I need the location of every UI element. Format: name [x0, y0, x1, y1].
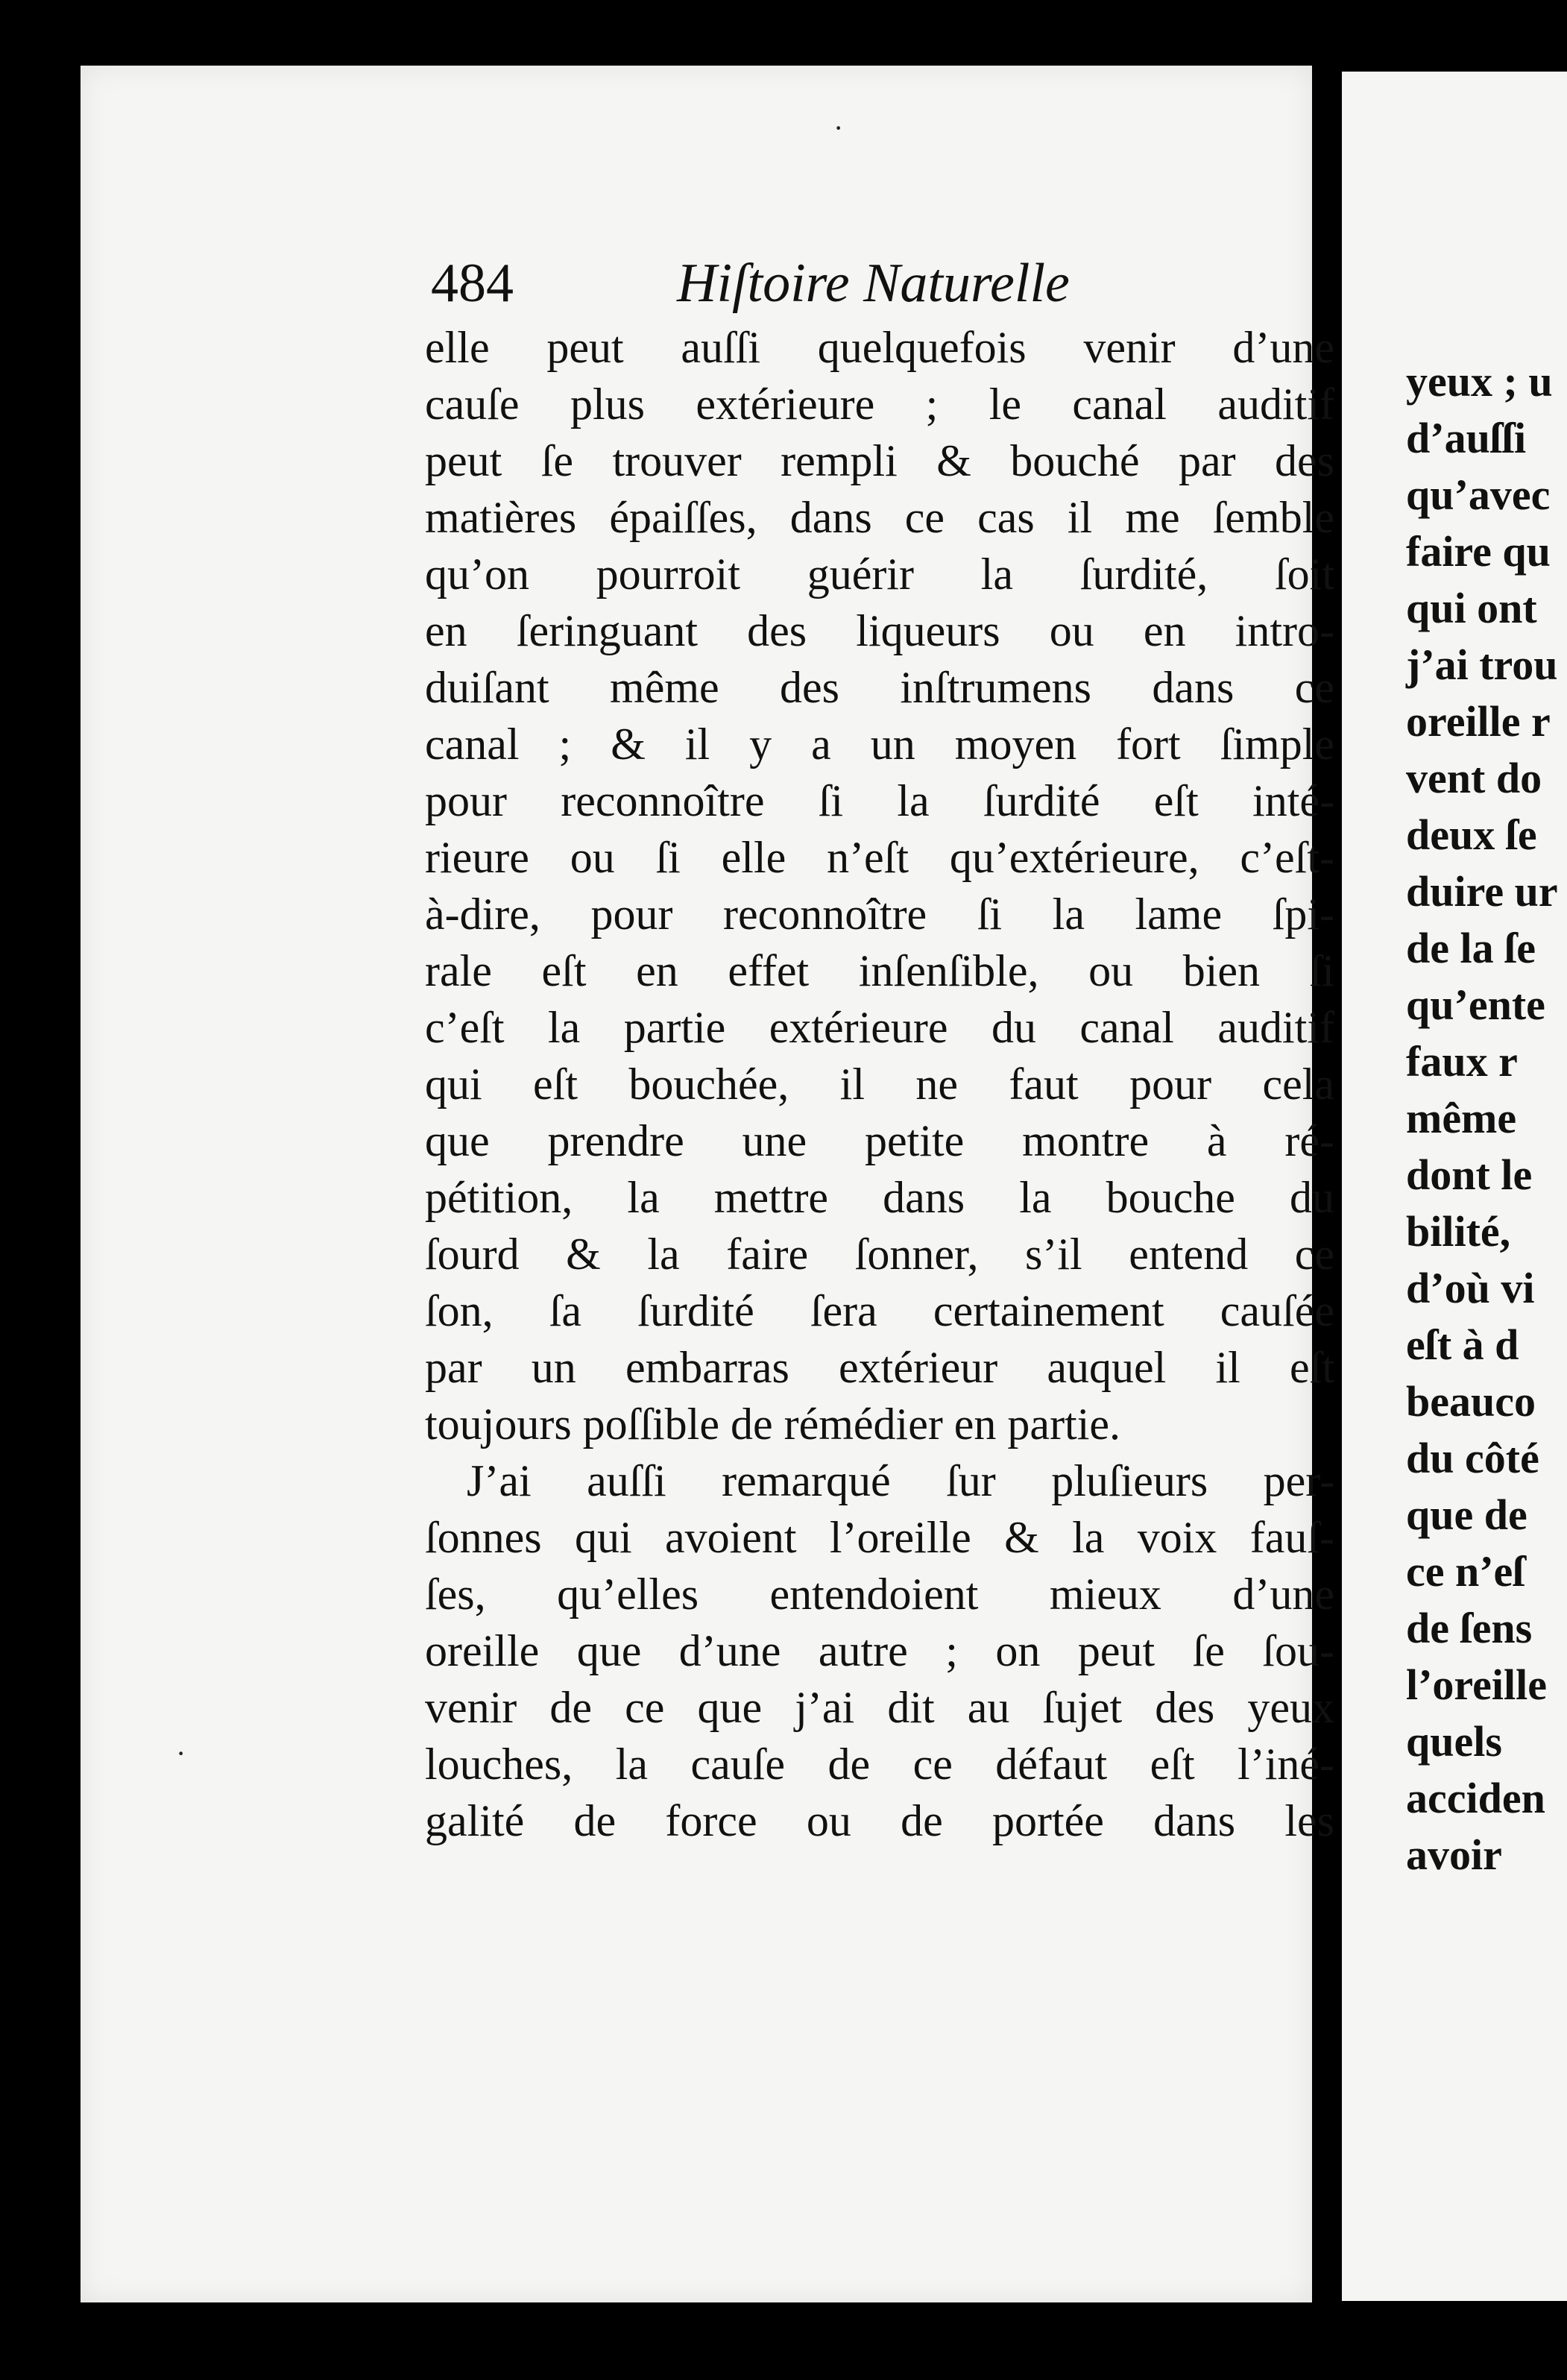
text-line: pétition, la mettre dans la bouche du [425, 1173, 1334, 1222]
text-line: oreille que d’une autre ; on peut ſe ſou- [425, 1626, 1334, 1675]
facing-text-line: ce n’eſ [1406, 1547, 1525, 1596]
text-line: à-dire, pour reconnoître ſi la lame ſpi- [425, 890, 1334, 939]
text-line: matières épaiſſes, dans ce cas il me ſemble [425, 493, 1334, 542]
text-line: venir de ce que j’ai dit au ſujet des yeux [425, 1683, 1334, 1732]
text-line: duiſant même des inſtrumens dans ce [425, 663, 1334, 712]
text-line: que prendre une petite montre à ré- [425, 1116, 1334, 1165]
facing-text-line: deux ſe [1406, 810, 1537, 859]
ink-speck: · [833, 111, 844, 145]
text-line: ſonnes qui avoient l’oreille & la voix fauſ- [425, 1513, 1334, 1562]
body-text [425, 319, 1334, 1849]
text-line: pour reconnoître ſi la ſurdité eſt inté- [425, 776, 1334, 825]
facing-text-line: qui ont [1406, 584, 1537, 632]
text-line: cauſe plus extérieure ; le canal auditif [425, 380, 1334, 429]
text-line: J’ai auſſi remarqué ſur pluſieurs per- [467, 1456, 1334, 1505]
text-line: elle peut auſſi quelquefois venir d’une [425, 323, 1334, 372]
facing-text-line: dont le [1406, 1150, 1533, 1199]
facing-text-line: qu’ente [1406, 980, 1545, 1029]
facing-text-line: eſt à d [1406, 1320, 1519, 1369]
text-line: peut ſe trouver rempli & bouché par des [425, 436, 1334, 485]
text-line: en ſeringuant des liqueurs ou en intro- [425, 606, 1334, 655]
facing-text-line: oreille r [1406, 697, 1551, 746]
text-line: rale eſt en effet inſenſible, ou bien ſi [425, 946, 1334, 995]
facing-text-line: même [1406, 1094, 1517, 1142]
text-line: toujours poſſible de rémédier en partie. [425, 1400, 1121, 1449]
page-number: 484 [431, 253, 514, 314]
text-line: canal ; & il y a un moyen fort ſimple [425, 720, 1334, 769]
facing-text-line: avoir [1406, 1830, 1502, 1879]
left-page [81, 66, 1334, 2302]
text-line: ſes, qu’elles entendoient mieux d’une [425, 1570, 1334, 1619]
facing-text-line: d’où vi [1406, 1264, 1535, 1312]
text-line: par un embarras extérieur auquel il eſt [425, 1343, 1334, 1392]
facing-text-line: que de [1406, 1490, 1527, 1539]
page-header [431, 252, 1333, 312]
facing-text-line: de la ſe [1406, 924, 1536, 972]
facing-page-text [1406, 353, 1567, 1883]
text-line: qu’on pourroit guérir la ſurdité, ſoit [425, 550, 1334, 599]
right-page [1342, 72, 1567, 2301]
facing-text-line: d’auſſi [1406, 414, 1527, 462]
text-line: rieure ou ſi elle n’eſt qu’extérieure, c’eſt- [425, 833, 1334, 882]
facing-text-line: beauco [1406, 1377, 1536, 1426]
text-line: ſourd & la faire ſonner, s’il entend ce [425, 1230, 1334, 1279]
text-line: qui eſt bouchée, il ne faut pour cela [425, 1060, 1334, 1109]
text-line: galité de force ou de portée dans les [425, 1796, 1334, 1845]
running-title: Hiſtoire Naturelle [677, 253, 1070, 314]
facing-text-line: duire ur [1406, 867, 1558, 916]
facing-text-line: du côté [1406, 1434, 1539, 1482]
facing-text-line: faux r [1406, 1037, 1518, 1086]
facing-text-line: faire qu [1406, 527, 1551, 576]
facing-text-line: j’ai trou [1406, 640, 1558, 689]
facing-text-line: yeux ; u [1406, 357, 1553, 406]
facing-text-line: bilité, [1406, 1207, 1511, 1256]
facing-text-line: quels [1406, 1717, 1502, 1766]
text-line: louches, la cauſe de ce défaut eſt l’iné- [425, 1740, 1334, 1789]
facing-text-line: de ſens [1406, 1604, 1533, 1652]
text-line: ſon, ſa ſurdité ſera certainement cauſée [425, 1286, 1334, 1335]
text-line: c’eſt la partie extérieure du canal auditif [425, 1003, 1334, 1052]
facing-text-line: l’oreille [1406, 1660, 1547, 1709]
facing-text-line: qu’avec [1406, 470, 1551, 519]
facing-text-line: vent do [1406, 754, 1542, 802]
ink-speck: · [176, 1737, 186, 1770]
facing-text-line: acciden [1406, 1774, 1545, 1822]
